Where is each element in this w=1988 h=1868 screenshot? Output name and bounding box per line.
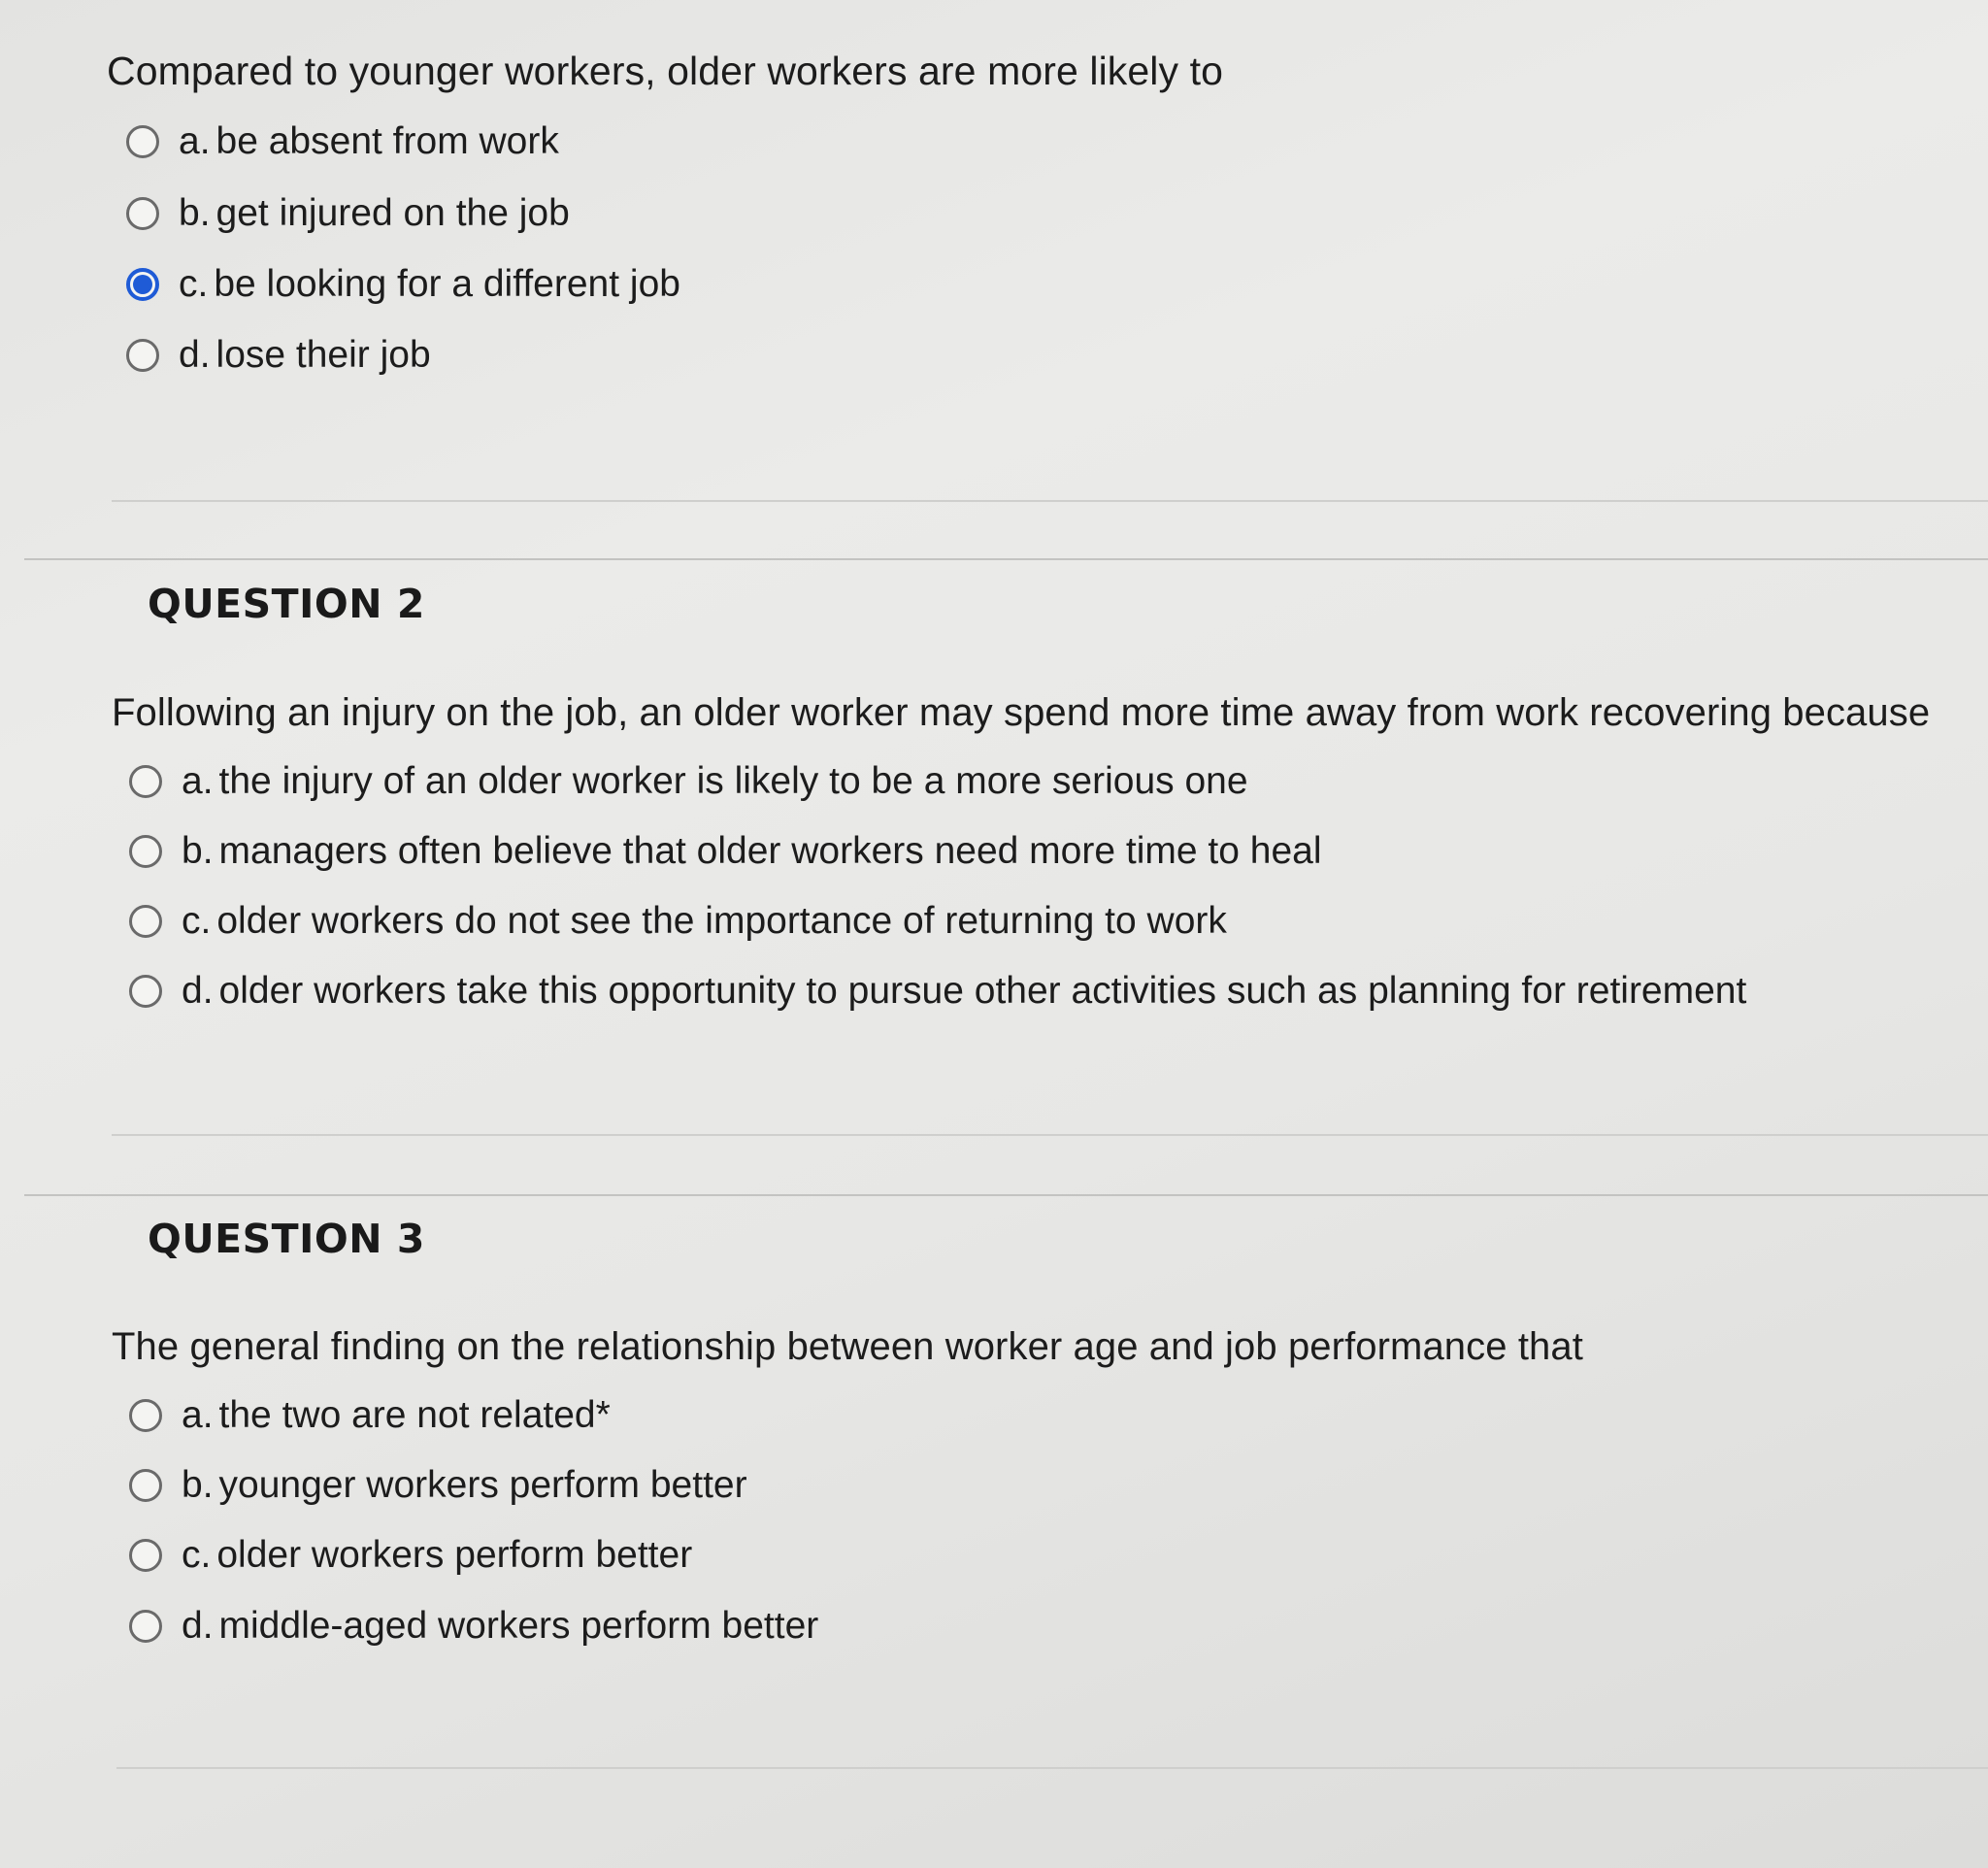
- option-label: get injured on the job: [215, 192, 570, 234]
- option-label: older workers perform better: [216, 1534, 693, 1576]
- question-1-option-c[interactable]: [126, 255, 680, 314]
- option-letter: d.: [182, 970, 214, 1012]
- radio-button[interactable]: [129, 1399, 162, 1432]
- option-label: the injury of an older worker is likely to be a more serious one: [218, 760, 1248, 802]
- option-letter: d.: [179, 334, 211, 376]
- question-3-option-c[interactable]: [129, 1526, 692, 1584]
- question-2-option-d[interactable]: [129, 962, 1746, 1020]
- option-label: older workers do not see the importance of returning to work: [216, 900, 1227, 942]
- option-letter: a.: [182, 1394, 214, 1436]
- option-letter: a.: [182, 760, 214, 802]
- option-label: lose their job: [215, 334, 431, 376]
- radio-button[interactable]: [126, 197, 159, 230]
- question-1-option-d[interactable]: [126, 326, 431, 384]
- option-label: be looking for a different job: [214, 263, 680, 305]
- question-3-text: The general finding on the relationship between worker age and job performance that: [112, 1325, 1583, 1368]
- option-label: middle-aged workers perform better: [218, 1605, 819, 1647]
- option-letter: d.: [182, 1605, 214, 1647]
- question-1-option-a[interactable]: [126, 113, 559, 171]
- question-2-text: Following an injury on the job, an older worker may spend more time away from work recovering because: [112, 691, 1931, 734]
- divider: [116, 1767, 1988, 1769]
- radio-button-selected[interactable]: [126, 268, 159, 301]
- question-separator: [24, 1194, 1988, 1196]
- option-letter: c.: [182, 1534, 212, 1576]
- question-2-option-b[interactable]: [129, 822, 1321, 881]
- option-letter: c.: [179, 263, 209, 305]
- radio-button[interactable]: [126, 339, 159, 372]
- question-3-heading: QUESTION 3: [148, 1216, 425, 1262]
- question-2-heading: QUESTION 2: [148, 581, 425, 627]
- option-letter: c.: [182, 900, 212, 942]
- option-label: be absent from work: [215, 120, 559, 162]
- question-separator: [24, 558, 1988, 560]
- option-letter: b.: [182, 830, 214, 872]
- divider: [112, 1134, 1988, 1136]
- question-1-text: Compared to younger workers, older workers are more likely to: [107, 49, 1223, 93]
- radio-button[interactable]: [129, 1539, 162, 1572]
- radio-button[interactable]: [129, 765, 162, 798]
- option-letter: b.: [179, 192, 211, 234]
- radio-button[interactable]: [126, 125, 159, 158]
- option-label: older workers take this opportunity to pursue other activities such as planning for retirement: [218, 970, 1747, 1012]
- radio-button[interactable]: [129, 835, 162, 868]
- question-2-option-a[interactable]: [129, 752, 1248, 811]
- option-label: the two are not related*: [218, 1394, 611, 1436]
- radio-button[interactable]: [129, 975, 162, 1008]
- question-1-option-b[interactable]: [126, 184, 570, 243]
- question-2-option-c[interactable]: [129, 892, 1227, 951]
- option-letter: a.: [179, 120, 211, 162]
- question-3-option-a[interactable]: [129, 1386, 611, 1445]
- option-letter: b.: [182, 1464, 214, 1506]
- radio-button[interactable]: [129, 905, 162, 938]
- question-3-option-b[interactable]: [129, 1456, 747, 1515]
- divider: [112, 500, 1988, 502]
- radio-button[interactable]: [129, 1469, 162, 1502]
- radio-button[interactable]: [129, 1610, 162, 1643]
- option-label: managers often believe that older workers need more time to heal: [218, 830, 1322, 872]
- option-label: younger workers perform better: [218, 1464, 747, 1506]
- question-3-option-d[interactable]: [129, 1597, 818, 1655]
